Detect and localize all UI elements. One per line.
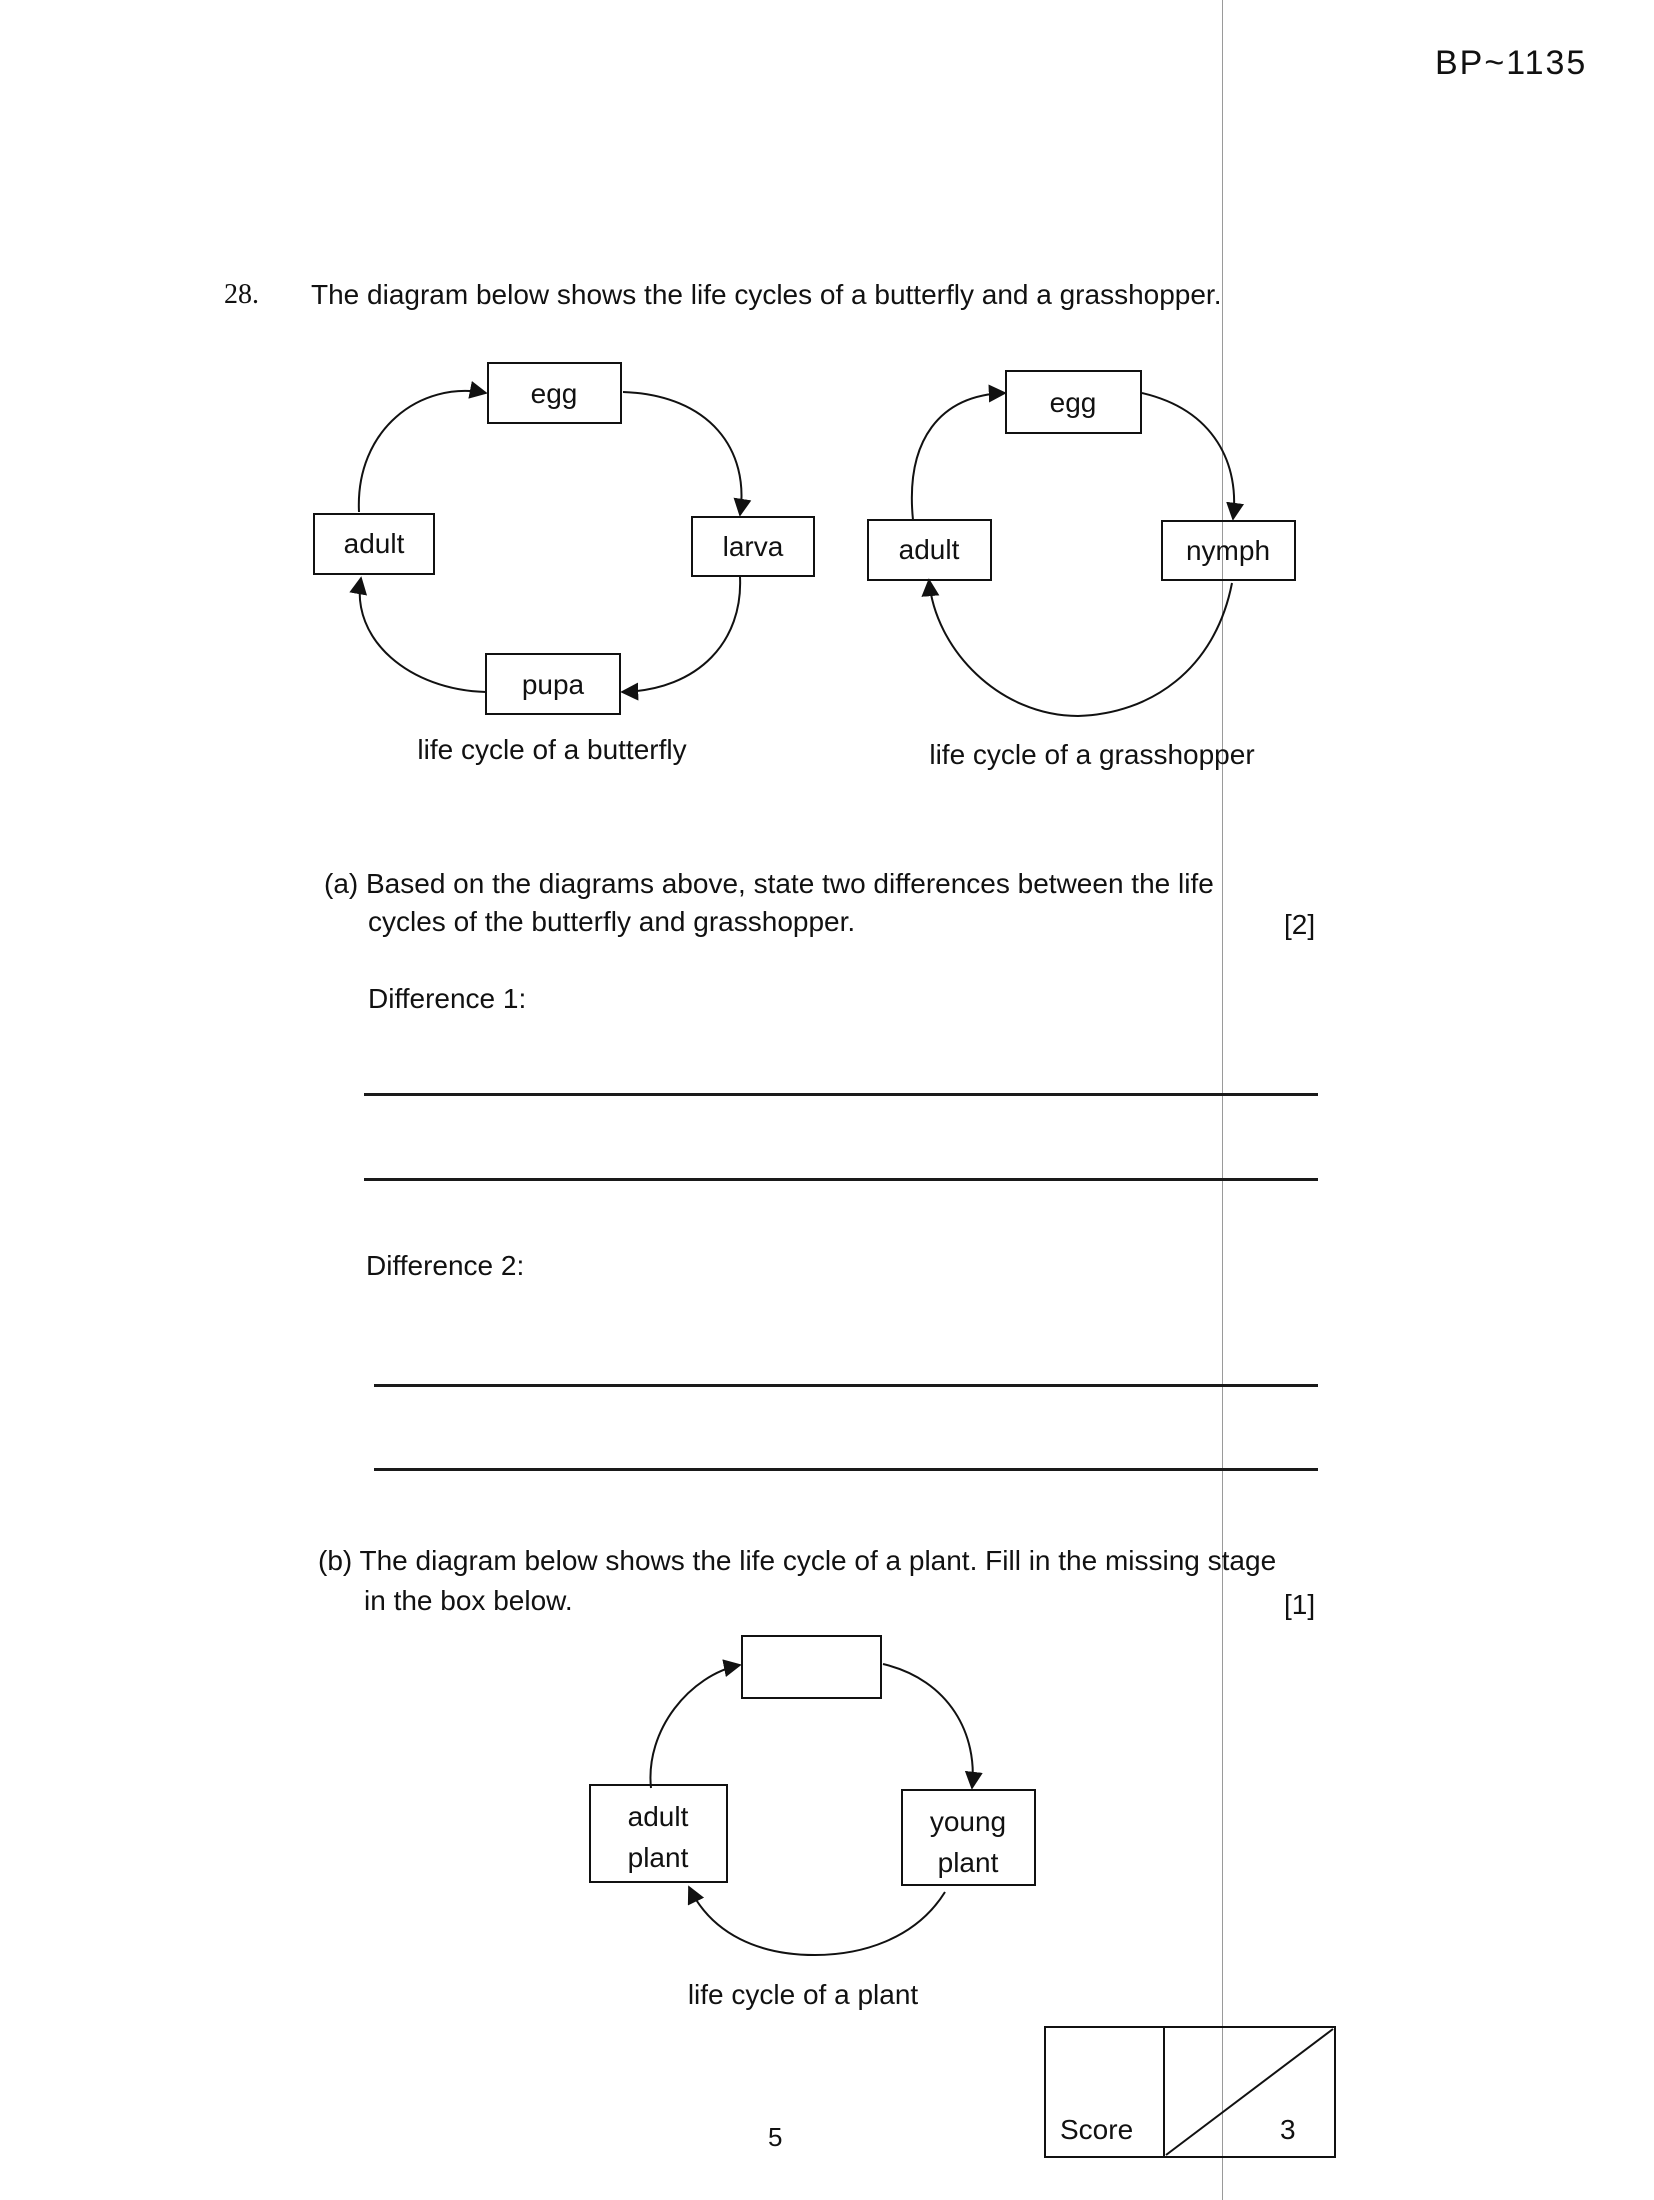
stage-label-adult-line1: adult: [627, 1801, 689, 1832]
score-max: 3: [1280, 2114, 1296, 2145]
stage-label-egg: egg: [530, 378, 578, 409]
part-a-line2: cycles of the butterfly and grasshopper.: [368, 906, 856, 937]
stage-label-adult: adult: [898, 534, 960, 565]
question-intro: The diagram below shows the life cycles of a butterfly and a grasshopper.: [311, 279, 1222, 310]
question-number: 28.: [224, 279, 259, 310]
plant-diagram: [590, 1636, 1035, 1955]
stage-label-egg: egg: [1049, 387, 1097, 418]
stage-label-adult-line2: plant: [627, 1842, 689, 1873]
arrow-nymph-to-adult: [929, 580, 1232, 716]
difference-2-label: Difference 2:: [366, 1250, 525, 1281]
stage-label-young-line2: plant: [937, 1847, 999, 1878]
part-b-marks: [1]: [1284, 1589, 1316, 1620]
arrow-pupa-to-adult: [360, 578, 486, 692]
difference-1-label: Difference 1:: [368, 983, 527, 1014]
stage-label-adult: adult: [343, 528, 405, 559]
butterfly-caption: life cycle of a butterfly: [417, 734, 687, 765]
plant-caption: life cycle of a plant: [687, 1979, 919, 2010]
arrow-larva-to-pupa: [622, 577, 740, 692]
part-b-line1: (b) The diagram below shows the life cycle of a plant. Fill in the missing stage: [318, 1545, 1277, 1576]
stage-label-nymph: nymph: [1185, 535, 1271, 566]
difference-1-answer-line-2[interactable]: [364, 1178, 1318, 1181]
part-b-line2: in the box below.: [364, 1585, 573, 1616]
difference-2-answer-line-1[interactable]: [374, 1384, 1318, 1387]
arrow-missing-to-young: [883, 1664, 973, 1788]
stage-label-larva: larva: [722, 531, 784, 562]
arrow-adult-to-egg: [359, 391, 486, 512]
page-number: 5: [768, 2122, 783, 2152]
difference-2-answer-line-2[interactable]: [374, 1468, 1318, 1471]
arrow-young-to-adult: [689, 1887, 945, 1955]
arrow-egg-to-nymph: [1142, 393, 1234, 519]
stage-label-pupa: pupa: [521, 669, 585, 700]
arrow-adult-to-egg: [912, 393, 1005, 520]
grasshopper-caption: life cycle of a grasshopper: [929, 739, 1255, 770]
part-a-line1: (a) Based on the diagrams above, state two differences between the life: [324, 868, 1214, 899]
arrow-adult-to-missing: [650, 1665, 740, 1788]
score-label: Score: [1060, 2114, 1134, 2145]
paper-code: BP~1135: [1435, 44, 1588, 82]
arrow-egg-to-larva: [623, 392, 742, 515]
part-a-marks: [2]: [1284, 909, 1316, 940]
stage-label-young-line1: young: [929, 1806, 1007, 1837]
score-box: [1044, 2026, 1336, 2158]
difference-1-answer-line-1[interactable]: [364, 1093, 1318, 1096]
stage-box-missing[interactable]: [742, 1636, 881, 1698]
